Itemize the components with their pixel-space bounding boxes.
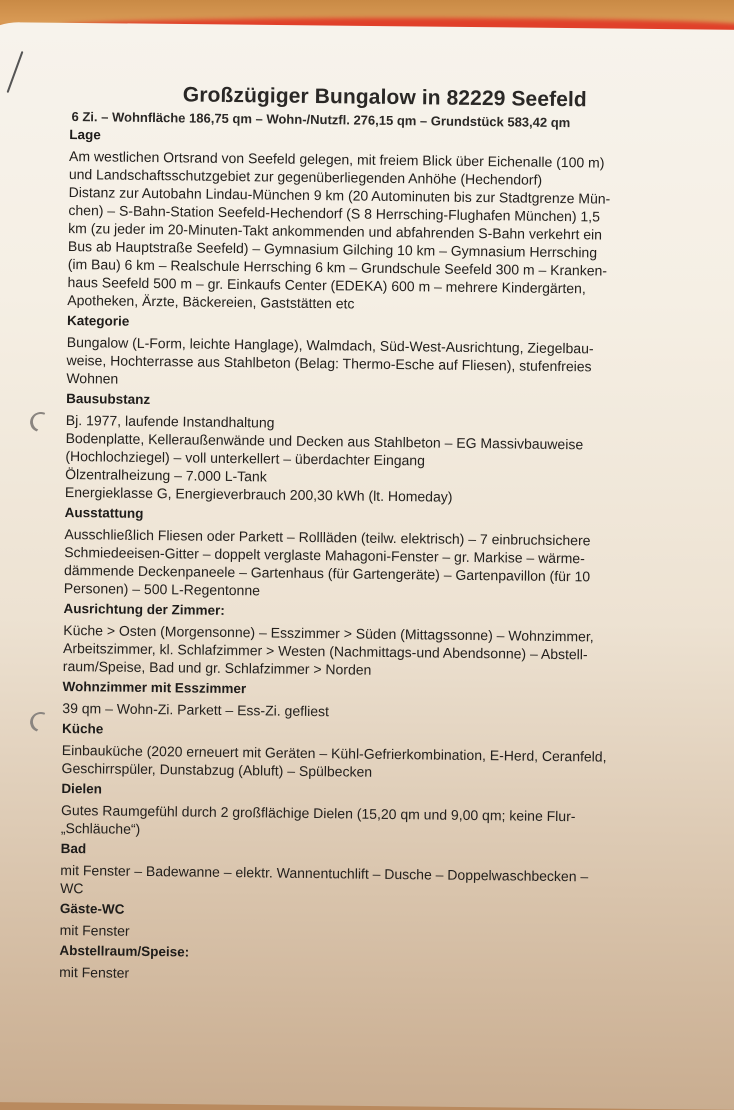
section [60, 901, 670, 946]
section [65, 391, 676, 508]
text-line: Einbauküche (2020 erneuert mit Geräten – Kühl-Gefrierkombination, E-Herd, Ceranfeld, [61, 741, 607, 765]
text-line: Küche > Osten (Morgensonne) – Esszimmer > Süden (Mittagssonne) – Wohnzimmer, [63, 621, 594, 645]
text-line: Personen) – 500 L-Regentonne [63, 579, 261, 599]
section [59, 943, 669, 988]
text-line: Gutes Raumgefühl durch 2 großflächige Dielen (15,20 qm und 9,00 qm; keine Flur- [61, 801, 576, 825]
text-line: 39 qm – Wohn-Zi. Parkett – Ess-Zi. gefliest [62, 699, 330, 720]
text-line: Apotheken, Ärzte, Bäckereien, Gaststätten etc [67, 291, 355, 312]
section-body [67, 147, 679, 316]
document-subtitle: 6 Zi. – Wohnfläche 186,75 qm – Wohn-/Nutzfl. 276,15 qm – Grundstück 583,42 qm [71, 109, 571, 131]
section-body [62, 741, 672, 784]
section-body [65, 411, 676, 508]
section-heading: Abstellraum/Speise: [59, 942, 190, 960]
section-body [62, 699, 672, 724]
text-line: mit Fenster [59, 921, 130, 939]
section-heading: Gäste-WC [59, 900, 125, 917]
document-title: Großzügiger Bungalow in 82229 Seefeld [182, 83, 587, 112]
section [64, 505, 675, 604]
text-line: Ausschließlich Fliesen oder Parkett – Rollläden (teilw. elektrisch) – 7 einbruchsichere [64, 525, 591, 549]
section [61, 781, 672, 844]
text-line: Distanz zur Autobahn Lindau-München 9 km (20 Autominuten bis zur Stadtgrenze Mün- [68, 183, 611, 207]
section-body [64, 525, 675, 604]
section [62, 721, 673, 784]
text-line: chen) – S-Bahn-Station Seefeld-Hechendorf (S 8 Herrsching-Flughafen München) 1,5 [68, 201, 601, 225]
section-body [66, 333, 677, 394]
text-line: (im Bau) 6 km – Realschule Herrsching 6 km – Grundschule Seefeld 300 m – Kranken- [67, 255, 608, 279]
section-heading: Wohnzimmer mit Esszimmer [62, 678, 247, 697]
listing-document [59, 82, 680, 992]
section-body [60, 921, 670, 946]
section-heading: Ausrichtung der Zimmer: [63, 600, 225, 618]
text-line: weise, Hochterrasse aus Stahlbeton (Belag: Thermo-Esche auf Fliesen), stufenfreies [66, 351, 592, 375]
text-line: (Hochlochziegel) – voll unterkellert – überdachter Eingang [65, 447, 426, 469]
text-line: Ölzentralheizung – 7.000 L-Tank [65, 465, 267, 485]
section-body [61, 801, 671, 844]
section-heading: Bausubstanz [66, 390, 151, 408]
text-line: Bungalow (L-Form, leichte Hanglage), Walmdach, Süd-West-Ausrichtung, Ziegelbau- [66, 333, 594, 357]
section-body [59, 963, 669, 988]
text-line: Arbeitszimmer, kl. Schlafzimmer > Westen (Nachmittags-und Abendsonne) – Abstell- [62, 639, 588, 663]
section-heading: Ausstattung [64, 504, 144, 521]
text-line: Energieklasse G, Energieverbrauch 200,30 kWh (lt. Homeday) [64, 483, 453, 505]
section [67, 127, 679, 316]
text-line: mit Fenster [59, 963, 130, 981]
text-line: Bus ab Hauptstraße Seefeld) – Gymnasium Gilching 10 km – Gymnasium Herrsching [67, 237, 598, 261]
text-line: „Schläuche“) [60, 819, 141, 837]
text-line: Am westlichen Ortsrand von Seefeld gelegen, mit freiem Blick über Eichenalle (100 m) [68, 147, 605, 171]
section-heading: Lage [69, 126, 101, 143]
text-line: Bodenplatte, Kelleraußenwände und Decken aus Stahlbeton – EG Massivbauweise [65, 429, 584, 453]
section [66, 313, 677, 394]
text-line: Geschirrspüler, Dunstabzug (Abluft) – Spülbecken [61, 759, 373, 780]
text-line: Bj. 1977, laufende Instandhaltung [65, 411, 275, 431]
text-line: haus Seefeld 500 m – gr. Einkaufs Center (EDEKA) 600 m – mehrere Kindergärten, [67, 273, 586, 297]
section [60, 841, 671, 904]
text-line: km (zu jeder im 20-Minuten-Takt ankommenden und abfahrenden S-Bahn verkehrt ein [68, 219, 603, 243]
document-sections [59, 127, 679, 988]
section-heading: Bad [60, 840, 87, 857]
section-body [63, 621, 674, 682]
section [62, 679, 672, 724]
text-line: und Landschaftsschutzgebiet zur gegenüberliegenden Anhöhe (Hechendorf) [68, 165, 543, 188]
text-line: mit Fenster – Badewanne – elektr. Wannentuchlift – Dusche – Doppelwaschbecken – [60, 861, 589, 885]
section-heading: Küche [62, 720, 104, 737]
text-line: raum/Speise, Bad und gr. Schlafzimmer > Norden [62, 657, 372, 678]
text-line: Wohnen [66, 369, 119, 387]
section-heading: Dielen [61, 780, 102, 797]
text-line: Schmiedeeisen-Gitter – doppelt verglaste Mahagoni-Fenster – gr. Markise – wärme- [64, 543, 585, 567]
text-line: dämmende Deckenpaneele – Gartenhaus (für Gartengeräte) – Gartenpavillon (für 10 [63, 561, 591, 585]
text-line: WC [60, 879, 84, 897]
section-body [60, 861, 670, 904]
section [63, 601, 674, 682]
section-heading: Kategorie [66, 312, 130, 329]
